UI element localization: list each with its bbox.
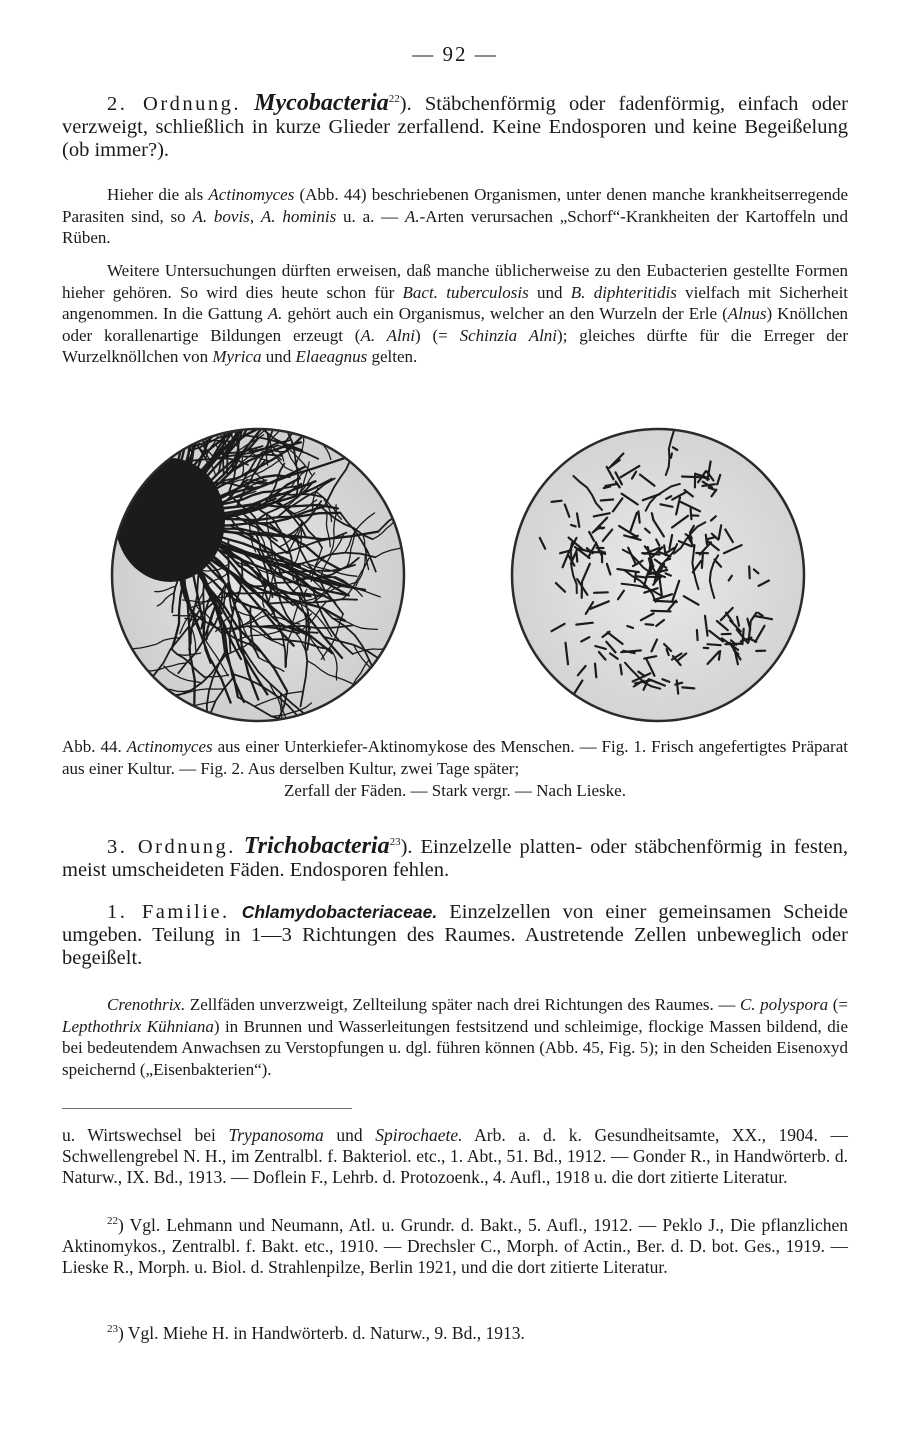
rod-fragment <box>749 567 750 579</box>
hypha <box>357 425 364 452</box>
text: ) Knöllchen oder korallenartige Bildungen erzeugt ( <box>62 304 848 345</box>
rod-fragment <box>708 644 721 645</box>
taxon: Actinomyces <box>126 737 213 756</box>
footnote-ref: 22 <box>388 93 400 106</box>
text: gehört auch ein Organismus, welcher an den Wurzeln der Erle ( <box>282 304 728 323</box>
paragraph-actinomyces <box>62 184 848 249</box>
section-text: ). Stäbchenförmig oder fadenförmig, einfach oder verzweigt, schließlich in kurze Glieder zerfallend. Keine Endosporen und keine Begeißelung (ob immer?). <box>62 93 848 161</box>
text: Weitere Untersuchungen dürften erweisen, daß manche üblicherweise zu den Eubacterien gestellte Formen hieher gehören. So wird dies heute schon für <box>62 261 848 302</box>
rod-fragment <box>682 687 694 688</box>
text: Arb. a. d. k. Gesundheitsamte, XX., 1904. — Schwellengrebel N. H., im Zentralbl. f. Bakteriol. etc., 1. Abt., 51. Bd., 1912. — Gonder R., in Handwörterb. d. Naturw., IX. Bd., 1913. — Doflein F., Lehrb. d. Protozoenk., 4. Aufl., 1918 u. die dort zitierte Literatur. <box>62 1125 848 1187</box>
text: und <box>323 1125 376 1145</box>
footnote-separator <box>62 1108 352 1110</box>
rod-fragment <box>595 664 596 678</box>
taxon: Actinomyces <box>208 185 295 204</box>
rod-fragment <box>706 535 707 544</box>
rod-fragment <box>594 592 608 593</box>
rod-fragment <box>577 553 578 562</box>
taxon: Schinzia Alni <box>459 325 558 345</box>
text: , <box>249 206 261 226</box>
hypha <box>108 425 156 435</box>
rod-fragment <box>725 644 742 645</box>
rod-fragment <box>671 454 672 458</box>
rod-fragment <box>656 601 677 602</box>
text: ); gleiches dürfte für die Erreger der Wurzelknöllchen von <box>62 325 848 366</box>
rod-fragment <box>708 537 714 539</box>
taxon: A. <box>405 206 420 226</box>
family-text: Einzelzellen von einer gemeinsamen Scheide umgeben. Teilung in 1—3 Richtungen des Raumes. Austretende Zellen unbeweglich oder begeißelt. <box>62 901 848 969</box>
text: und <box>261 347 296 366</box>
text: Hieher die als <box>107 185 209 204</box>
hypha <box>145 687 170 725</box>
taxon: Elaeagnus <box>295 347 368 366</box>
hypha <box>351 459 386 464</box>
section-text: ). Einzelzelle platten- oder stäbchenförmig in festen, meist umscheideten Fäden. Endosporen fehlen. <box>62 836 849 881</box>
text: ) Vgl. Miehe H. in Handwörterb. d. Naturw., 9. Bd., 1913. <box>118 1323 525 1343</box>
text: (Abb. 44) beschriebenen Organismen, unter denen manche krankheitserregende Parasiten sind, so <box>62 185 848 226</box>
taxon: B. diphteritidis <box>570 282 677 302</box>
section-title: Trichobacteria <box>243 833 390 859</box>
taxon: Alnus <box>727 304 767 323</box>
footnote-ref: 23 <box>389 836 401 849</box>
rod-fragment <box>697 630 698 640</box>
footnote-continued <box>62 1125 848 1188</box>
hypha <box>108 425 123 427</box>
taxon: Crenothrix. <box>107 995 186 1014</box>
rod-fragment <box>691 509 692 520</box>
hypha <box>375 673 408 700</box>
page-number: — 92 — <box>412 42 498 66</box>
taxon: Myrica <box>212 347 262 366</box>
taxon: Bact. tuberculosis <box>402 282 529 302</box>
rod-fragment <box>620 665 621 675</box>
taxon: Trypanosoma <box>228 1125 324 1145</box>
hypha <box>167 438 192 440</box>
rod-fragment <box>637 576 644 577</box>
hypha <box>175 425 179 445</box>
text: ) (= <box>414 325 460 345</box>
rod-fragment <box>638 511 639 522</box>
figure-caption <box>62 736 848 802</box>
paragraph-crenothrix <box>62 994 848 1080</box>
order-label: 2. Ordnung. <box>107 93 242 115</box>
family-chlamydobacteriaceae <box>62 901 848 970</box>
family-label: 1. Familie. <box>107 901 230 923</box>
caption-label: Abb. 44. <box>62 737 127 756</box>
caption-text-last: Zerfall der Fäden. — Stark vergr. — Nach Lieske. <box>284 781 626 800</box>
footnote-number: 22 <box>107 1215 118 1228</box>
hypha <box>245 425 256 427</box>
text: ) Vgl. Lehmann und Neumann, Atl. u. Grundr. d. Bakt., 5. Aufl., 1912. — Peklo J., Die pflanzlichen Aktinomykos., Zentralbl. f. Bakt. etc., 1910. — Drechsler C., Morph. of Actin., Ber. d. D. bot. Ges., 1919. — Lieske R., Morph. u. Biol. d. Strahlenpilze, Berlin 1921, und die dort zitierte Literatur. <box>62 1215 848 1277</box>
text: u. Wirtswechsel bei <box>62 1125 229 1145</box>
order-label: 3. Ordnung. <box>107 836 236 858</box>
hypha <box>108 425 161 443</box>
rod-fragment <box>646 624 654 625</box>
hypha <box>138 697 166 725</box>
text: -Arten verursachen „Schorf“-Krankheiten der Kartoffeln und Rüben. <box>62 206 848 247</box>
figure-2-fragmented-filaments <box>508 425 808 725</box>
hypha <box>179 714 210 725</box>
text: gelten. <box>367 347 418 366</box>
hypha <box>203 425 208 428</box>
rod-fragment <box>691 536 692 542</box>
section-title: Mycobacteria <box>254 90 389 116</box>
taxon: A. <box>267 304 283 323</box>
text: ) in Brunnen und Wasserleitungen festsitzend und schleimige, flockige Massen bildend, die bei bedeutendem Anwachsen zu Verstopfungen u. dgl. führen können (Abb. 45, Fig. 5); in den Scheiden Eisenoxyd speichernd („Eisenbakterien“). <box>62 1016 848 1079</box>
text: und <box>528 282 571 302</box>
taxon: A. bovis <box>192 206 250 226</box>
taxon: A. hominis <box>260 206 337 226</box>
text: Zellfäden unverzweigt, Zellteilung später nach drei Richtungen des Raumes. — <box>185 995 740 1014</box>
taxon: Lepthothrix Kühniana <box>62 1016 214 1036</box>
rod-fragment <box>601 500 613 501</box>
taxon: A. Alni <box>360 325 415 345</box>
hypha <box>170 425 184 451</box>
footnote-22 <box>62 1215 848 1278</box>
hypha <box>118 425 158 472</box>
caption-text: aus einer Unterkiefer-Aktinomykose des Menschen. — Fig. 1. Frisch angefertigtes Präparat aus einer Kultur. — Fig. 2. Aus derselben Kultur, zwei Tage später; <box>62 737 848 778</box>
rod-fragment <box>677 680 678 693</box>
rod-fragment <box>651 611 670 612</box>
hypha <box>245 425 299 426</box>
hypha <box>155 425 176 438</box>
rod-fragment <box>682 477 701 478</box>
text: u. a. — <box>336 206 405 226</box>
taxon: C. polyspora <box>739 995 829 1014</box>
hypha <box>108 429 133 448</box>
rod-fragment <box>552 501 562 502</box>
footnote-23 <box>62 1323 848 1344</box>
figure-1-actinomyces-hyphae <box>108 425 408 725</box>
paragraph-further-research <box>62 260 848 368</box>
hypha <box>198 425 201 431</box>
text: (= <box>828 995 849 1014</box>
rod-fragment <box>571 525 576 527</box>
hypha <box>120 425 153 469</box>
footnote-number: 23 <box>107 1323 118 1336</box>
taxon: Spirochaete. <box>375 1125 463 1145</box>
hypha <box>193 425 225 433</box>
section-mycobacteria <box>62 92 848 162</box>
family-title: Chlamydobacteriaceae. <box>241 902 438 922</box>
section-trichobacteria <box>62 835 848 882</box>
text: vielfach mit Sicherheit angenommen. In die Gattung <box>62 282 849 323</box>
